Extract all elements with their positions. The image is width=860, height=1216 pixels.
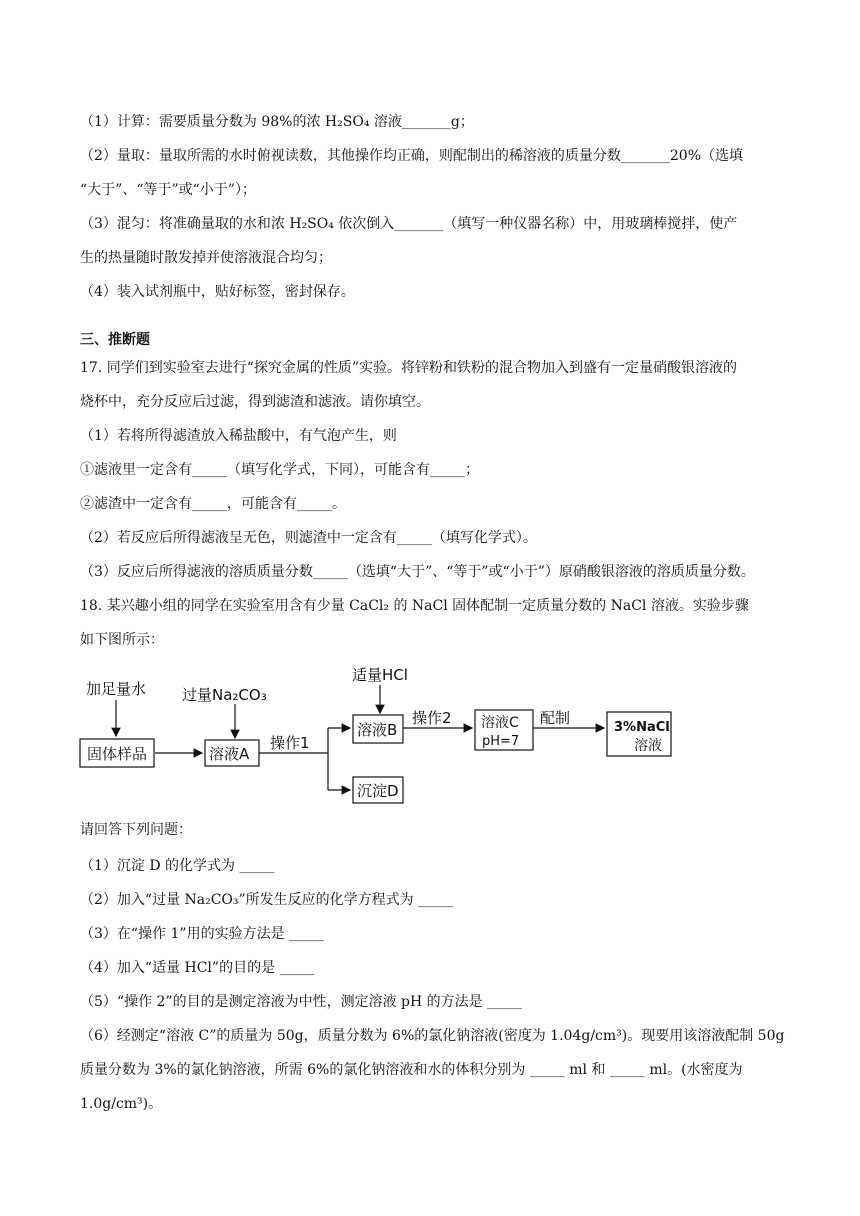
label-add-na2co3: 过量Na₂CO₃ <box>182 686 267 704</box>
q18-stem-1: 18. 某兴趣小组的同学在实验室用含有少量 CaCl₂ 的 NaCl 固体配制一定质量分数的 NaCl 溶液。实验步骤 <box>80 598 749 614</box>
label-op1: 操作1 <box>270 734 310 752</box>
q16-step3-cont: 生的热量随时散发掉并使溶液混合均匀； <box>80 250 332 266</box>
q17-part2: （2）若反应后所得滤液呈无色，则滤渣中一定含有_____（填写化学式）。 <box>80 530 537 546</box>
q16-step3: （3）混匀：将准确量取的水和浓 H₂SO₄ 依次倒入_______（填写一种仪器名称）中，用玻璃棒搅拌，使产 <box>80 216 738 232</box>
q17-part1-b: ②滤渣中一定含有_____，可能含有_____。 <box>80 496 346 512</box>
q18-part6-a: （6）经测定“溶液 C”的质量为 50g，质量分数为 6%的氯化钠溶液(密度为 1.04g/cm³)。现要用该溶液配制 50g <box>80 1028 785 1044</box>
q16-step2: （2）量取：量取所需的水时俯视读数，其他操作均正确，则配制出的稀溶液的质量分数_______20%（选填 <box>80 148 744 164</box>
q16-step2-cont: “大于”、“等于”或“小于”）； <box>80 182 256 198</box>
q18-stem-2: 如下图所示： <box>80 632 164 648</box>
q18-part2: （2）加入“过量 Na₂CO₃”所发生反应的化学方程式为 _____ <box>80 892 454 908</box>
q18-prompt: 请回答下列问题： <box>80 822 192 838</box>
q17-part1-a: ①滤液里一定含有_____（填写化学式，下同），可能含有_____； <box>80 462 479 478</box>
q18-part6-b: 质量分数为 3%的氯化钠溶液，所需 6%的氯化钠溶液和水的体积分别为 _____ ml 和 _____ ml。(水密度为 <box>80 1062 743 1078</box>
q16-step4: （4）装入试剂瓶中，贴好标签，密封保存。 <box>80 284 355 300</box>
label-prepare: 配制 <box>540 709 571 727</box>
q18-part5: （5）“操作 2”的目的是测定溶液为中性，测定溶液 pH 的方法是 _____ <box>80 994 523 1010</box>
section-title: 三、推断题 <box>80 332 150 348</box>
q18-part3: （3）在“操作 1”用的实验方法是 _____ <box>80 926 325 942</box>
label-add-water: 加足量水 <box>86 680 147 698</box>
q17-stem-1: 17. 同学们到实验室去进行“探究金属的性质”实验。将锌粉和铁粉的混合物加入到盛有一定量硝酸银溶液的 <box>80 360 738 376</box>
label-op2: 操作2 <box>412 709 452 727</box>
label-solution-a: 溶液A <box>209 745 250 763</box>
label-add-hcl: 适量HCl <box>352 666 408 684</box>
label-solution-b: 溶液B <box>357 721 398 739</box>
label-nacl-solution: 溶液 <box>634 738 662 754</box>
label-solid-sample: 固体样品 <box>87 745 148 763</box>
q17-stem-2: 烧杯中，充分反应后过滤，得到滤渣和滤液。请你填空。 <box>80 394 430 410</box>
q16-step1: （1）计算：需要质量分数为 98%的浓 H₂SO₄ 溶液_______g； <box>80 114 474 130</box>
label-nacl-3: 3%NaCl <box>614 720 670 735</box>
q18-part6-c: 1.0g/cm³)。 <box>80 1096 163 1112</box>
q18-part1: （1）沉淀 D 的化学式为 _____ <box>80 858 275 874</box>
q17-part3: （3）反应后所得滤液的溶质质量分数_____（选填“大于”、“等于”或“小于”）原硝酸银溶液的溶质质量分数。 <box>80 564 755 580</box>
flow-diagram <box>78 660 678 810</box>
label-precipitate-d: 沉淀D <box>357 782 399 800</box>
label-ph: pH=7 <box>482 734 520 749</box>
q18-part4: （4）加入“适量 HCl”的目的是 _____ <box>80 960 315 976</box>
q17-part1: （1）若将所得滤渣放入稀盐酸中，有气泡产生，则 <box>80 428 397 444</box>
label-solution-c: 溶液C <box>481 715 519 731</box>
